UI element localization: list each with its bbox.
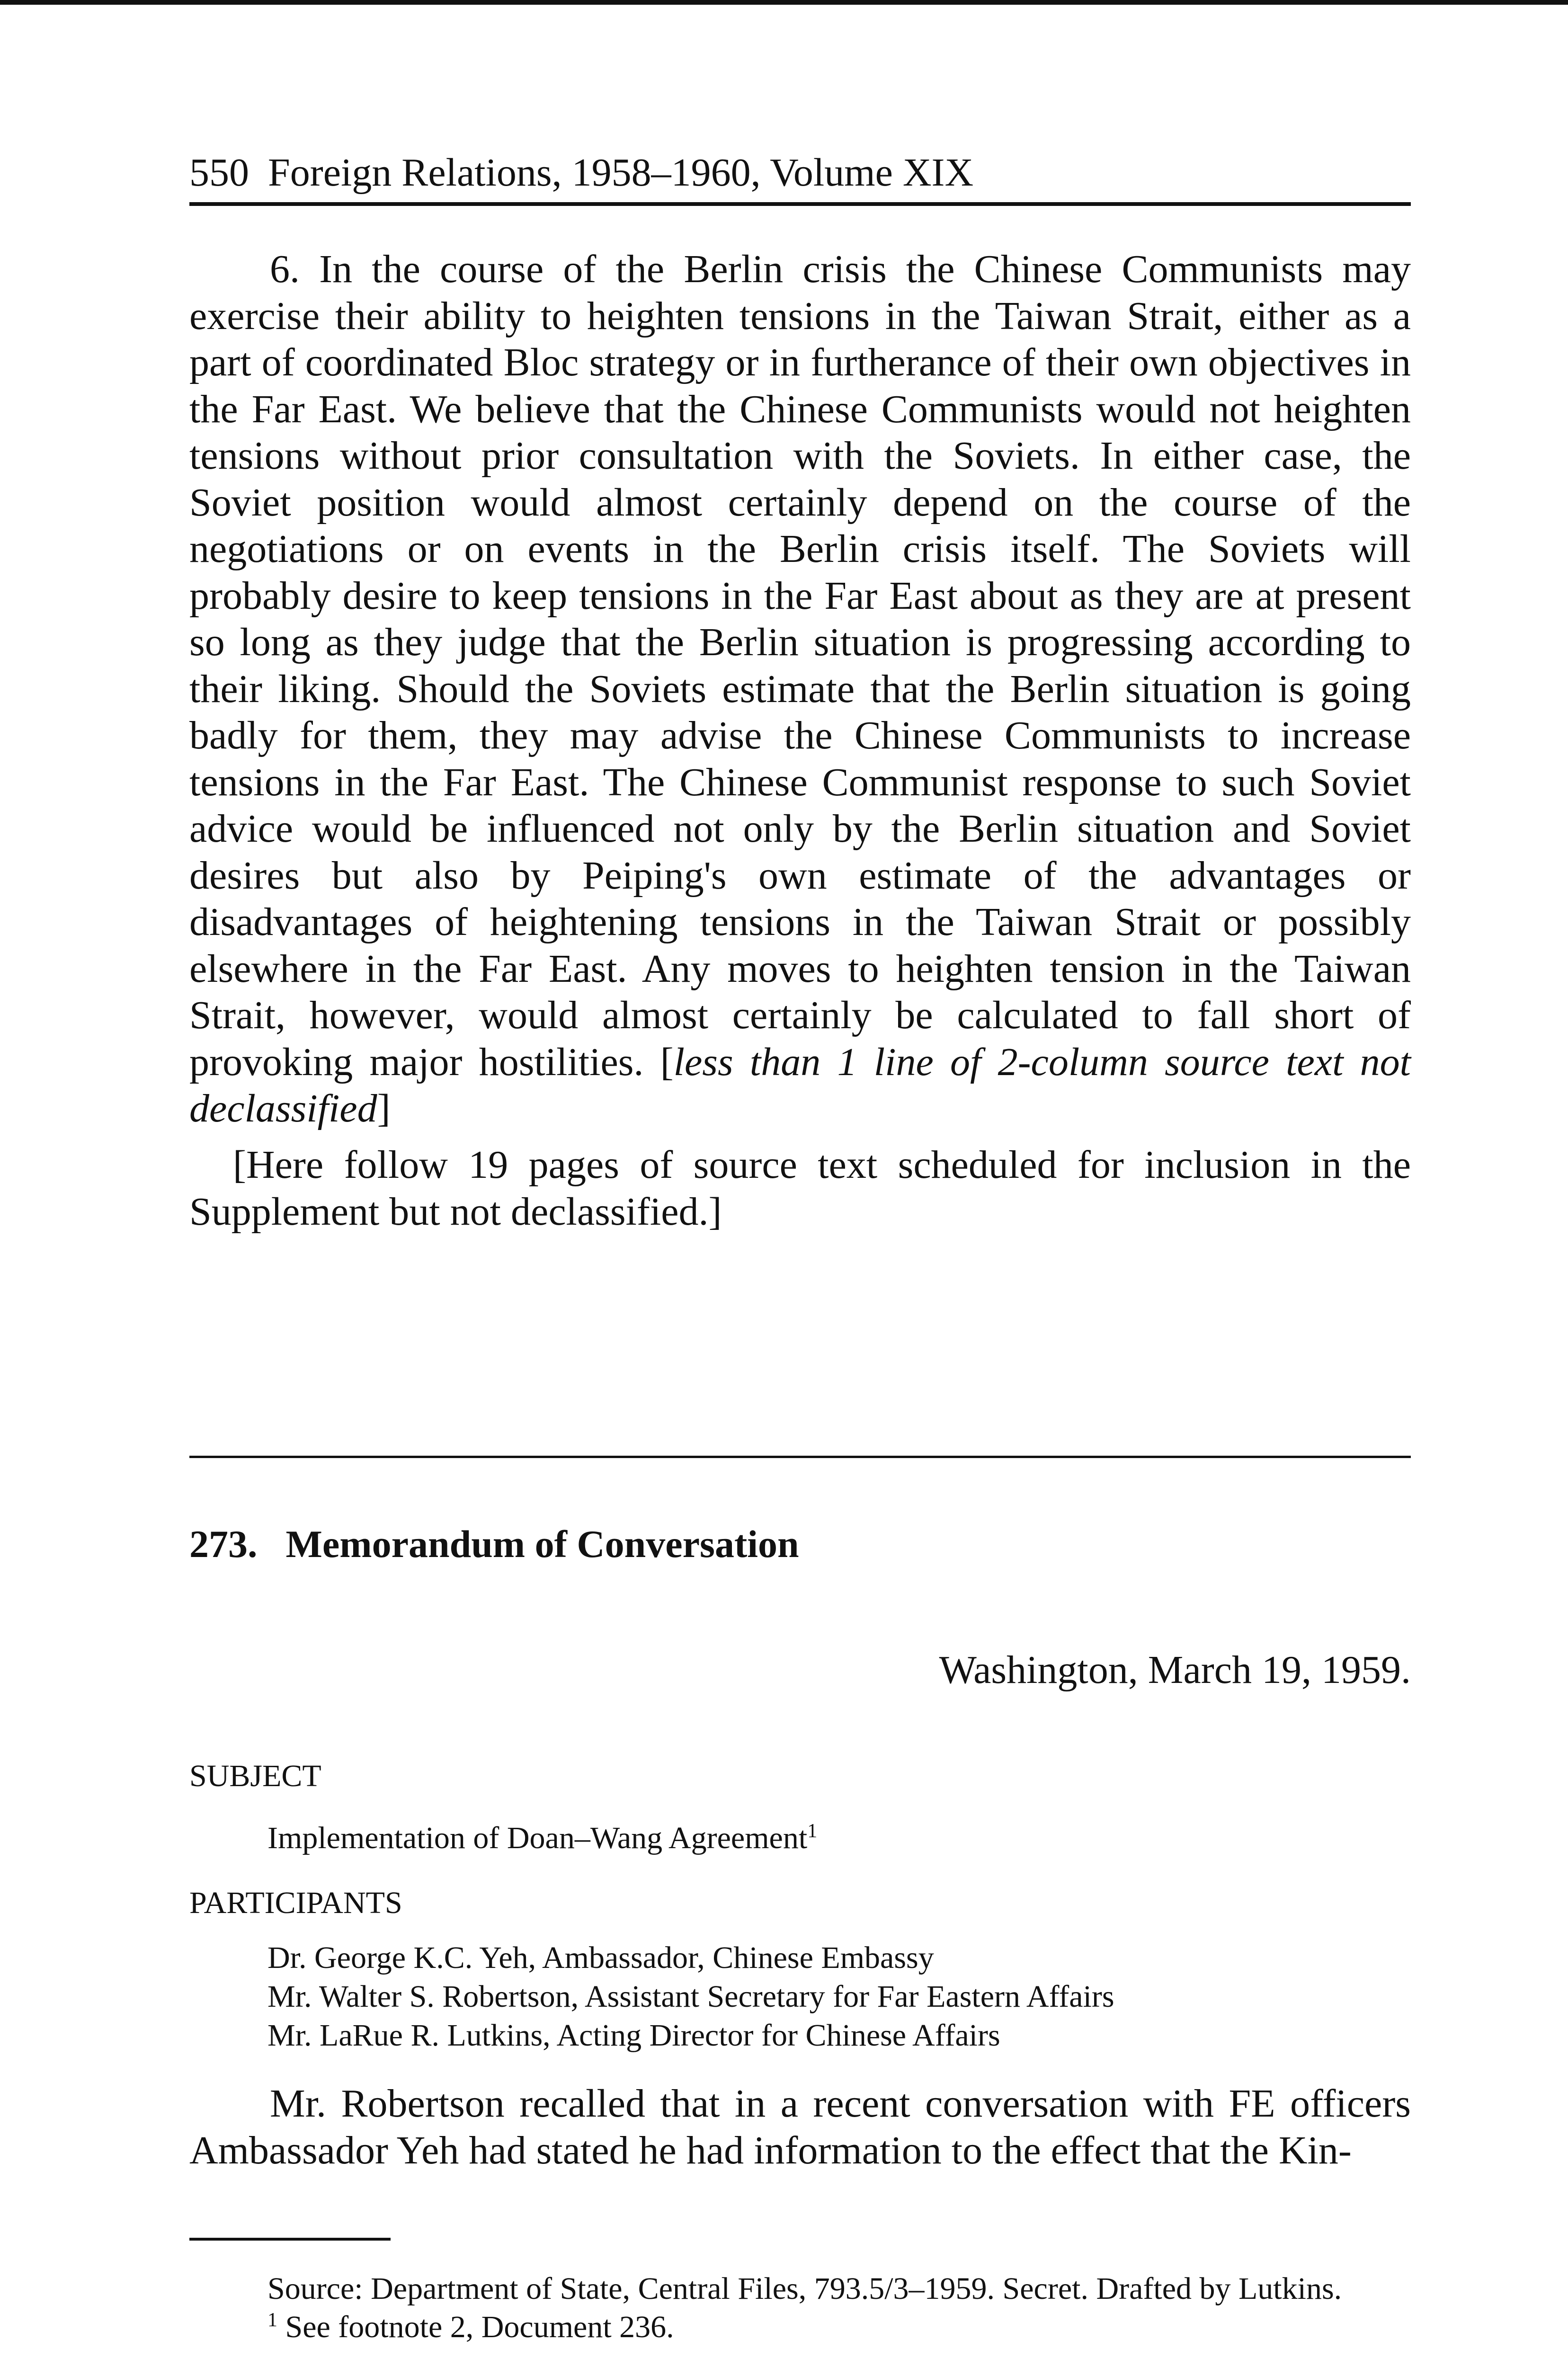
opening-paragraph-text: Mr. Robertson recalled that in a recent conversation with FE officers Ambassador Yeh had stated he had information to the effect that the Kin- xyxy=(189,2082,1411,2172)
opening-paragraph xyxy=(189,2081,1411,2174)
participants-label: PARTICIPANTS xyxy=(189,1886,402,1920)
paragraph-6-text xyxy=(189,246,1411,1132)
subject-footnote-mark: 1 xyxy=(807,1820,818,1842)
footnote-1 xyxy=(267,2308,674,2346)
paragraph-6-close-bracket: ] xyxy=(377,1086,391,1130)
paragraph-6 xyxy=(189,246,1411,1132)
editorial-insert-text: [Here follow 19 pages of source text scheduled for inclusion in the Supplement but not declassified.] xyxy=(189,1143,1411,1234)
document-heading xyxy=(189,1521,799,1568)
participant-item: Mr. Walter S. Robertson, Assistant Secretary for Far Eastern Affairs xyxy=(267,1979,1114,2014)
volume-title: Foreign Relations, 1958–1960, Volume XIX xyxy=(268,151,974,195)
declassification-note: less than 1 line of 2-column source text not declassified xyxy=(189,1040,1411,1130)
editorial-insert xyxy=(189,1142,1411,1235)
paragraph-6-main: 6. In the course of the Berlin crisis the Chinese Communists may exercise their ability to heighten tensions in the Taiwan Strait, either as a part of coordinated Bloc strategy or in furtherance of their own objectives in the Far East. We believe that the Chinese Communists would not heighten tensions without prior consultation with the Soviets. In either case, the Soviet position would almost certainly depend on the course of the negotiations or on events in the Berlin crisis itself. The Soviets will probably desire to keep tensions in the Far East about as they are at present so long as they judge that the Berlin situation is progressing according to their liking. Should the Soviets estimate that the Berlin situation is going badly for them, they may advise the Chinese Communists to increase tensions in the Far East. The Chinese Communist response to such Soviet advice would be influenced not only by the Berlin situation and Soviet desires but also by Peiping's own estimate of the advantages or disadvantages of heightening tensions in the Taiwan Strait or possibly elsewhere in the Far East. Any moves to heighten tension in the Taiwan Strait, however, would almost certainly be calculated to fall short of provoking major hostilities. [ xyxy=(189,247,1411,1084)
document-title: Memorandum of Conversation xyxy=(285,1522,799,1566)
page-number: 550 xyxy=(189,151,249,195)
footnote-1-text: See footnote 2, Document 236. xyxy=(277,2310,674,2344)
document-number: 273. xyxy=(189,1522,258,1566)
dateline: Washington, March 19, 1959. xyxy=(939,1648,1411,1692)
participant-item: Mr. LaRue R. Lutkins, Acting Director for Chinese Affairs xyxy=(267,2018,1000,2053)
footnote-1-mark: 1 xyxy=(267,2309,277,2331)
participant-item: Dr. George K.C. Yeh, Ambassador, Chinese Embassy xyxy=(267,1940,934,1975)
section-divider-rule xyxy=(189,1456,1411,1458)
footnote-rule xyxy=(189,2238,391,2241)
top-edge-rule xyxy=(0,0,1568,5)
subject-value: Implementation of Doan–Wang Agreement xyxy=(267,1821,808,1855)
running-head-rule xyxy=(189,202,1411,206)
running-head xyxy=(189,149,1411,196)
source-footnote: Source: Department of State, Central Files, 793.5/3–1959. Secret. Drafted by Lutkins. xyxy=(267,2271,1342,2306)
subject-text xyxy=(267,1819,817,1857)
subject-label: SUBJECT xyxy=(189,1759,321,1793)
participants-list xyxy=(267,1939,1114,2055)
